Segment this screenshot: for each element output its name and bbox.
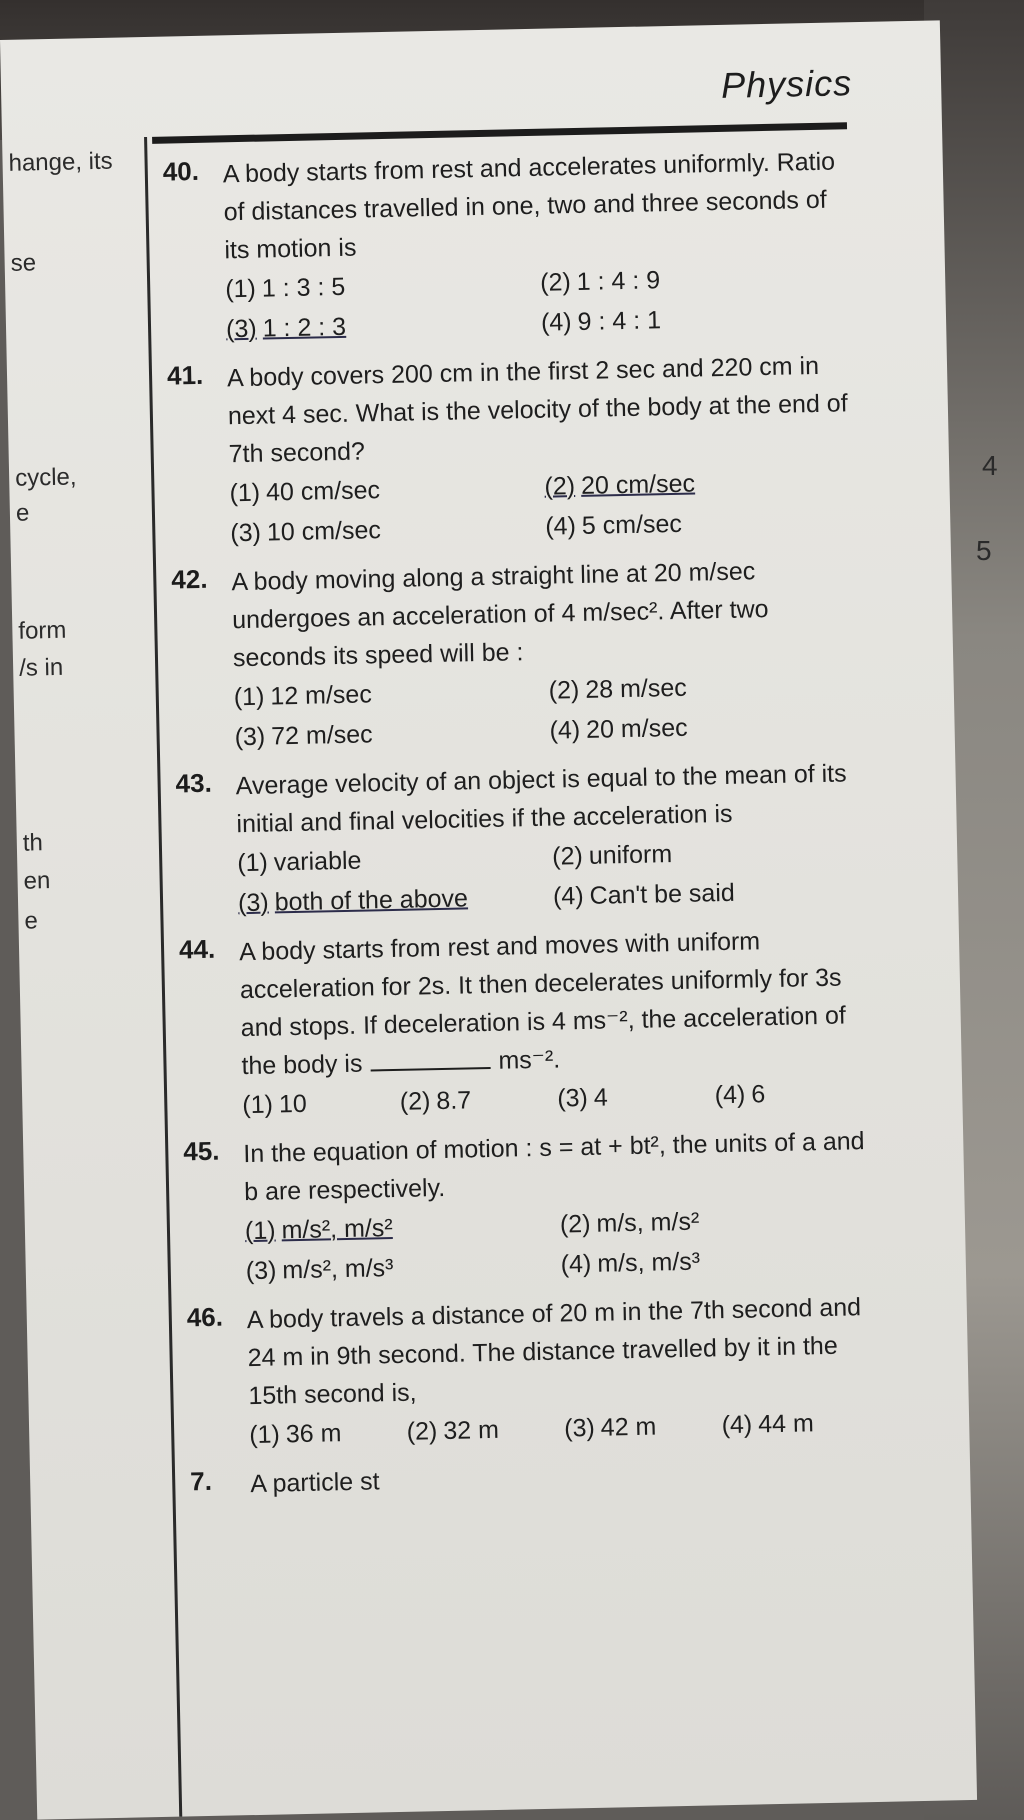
question-number: 43.: [175, 767, 213, 799]
question-text: Average velocity of an object is equal to the mean of its initial and final velocities if the acceleration is: [235, 759, 847, 839]
option: (1) variable: [236, 846, 362, 878]
answer-blank: [370, 1047, 490, 1072]
margin-fragment: se: [10, 249, 37, 277]
option-marked: (3) both of the above: [237, 884, 469, 918]
option: (1) 36 m: [248, 1419, 342, 1450]
option: (3) 10 cm/sec: [230, 516, 382, 548]
margin-fragment: en: [23, 867, 51, 895]
question-number: 46.: [186, 1301, 224, 1333]
question-number: 44.: [178, 933, 216, 965]
question-text: A body starts from rest and moves with uniform acceleration for 2s. It then decelerates uniformly for 3s and stops. If deceleration is 4 ms⁻², the acceleration of the body is: [238, 927, 847, 1081]
option: (4) 44 m: [721, 1409, 815, 1440]
option-marked: (1) m/s², m/s²: [244, 1214, 393, 1246]
title-rule: [152, 122, 847, 144]
question-41: [167, 346, 861, 554]
question-text: A body moving along a straight line at 20 m/sec undergoes an acceleration of 4 m/sec². After two seconds its speed will be :: [231, 557, 769, 673]
option: (4) m/s, m/s³: [560, 1247, 701, 1279]
question-40: [162, 142, 856, 350]
option: (2) 32 m: [406, 1415, 500, 1446]
margin-fragment: e: [15, 499, 30, 527]
question-number: 45.: [183, 1135, 220, 1167]
question-45: [183, 1122, 876, 1292]
question-43: [175, 754, 868, 924]
option: (3) 42 m: [563, 1412, 657, 1443]
option: (1) 1 : 3 : 5: [224, 272, 346, 304]
option: (1) 12 m/sec: [233, 680, 373, 712]
option: (4) Can't be said: [552, 878, 736, 911]
question-46: [186, 1288, 879, 1456]
side-mark: 5: [976, 535, 992, 566]
option: (2) m/s, m/s²: [559, 1207, 700, 1239]
textbook-page: [0, 20, 977, 1819]
question-number: 40.: [162, 155, 200, 187]
option: (4) 5 cm/sec: [545, 509, 683, 541]
option: (2) 28 m/sec: [548, 673, 688, 705]
margin-fragment: cycle,: [14, 463, 77, 492]
option: (4) 6: [714, 1080, 766, 1110]
margin-fragment: form: [18, 616, 67, 645]
option-marked: (3) 1 : 2 : 3: [225, 312, 347, 344]
option: (2) 1 : 4 : 9: [539, 266, 661, 297]
question-text: A body travels a distance of 20 m in the 7th second and 24 m in 9th second. The distance travelled by it in the 15th second is,: [246, 1293, 862, 1411]
option: (1) 10: [242, 1089, 308, 1120]
option: (2) 8.7: [399, 1086, 472, 1116]
option-marked: (2) 20 cm/sec: [544, 469, 696, 501]
question-number: 41.: [166, 359, 204, 391]
option: (1) 40 cm/sec: [229, 476, 381, 508]
question-text: In the equation of motion : s = at + bt², the units of a and b are respectively.: [243, 1127, 865, 1207]
page-title: Physics: [720, 62, 853, 106]
option: (3) m/s², m/s³: [245, 1254, 394, 1286]
question-text: A body covers 200 cm in the first 2 sec and 220 cm in next 4 sec. What is the velocity of the body at the end of 7th second?: [226, 351, 848, 469]
question-42: [171, 550, 865, 758]
question-number: 7.: [189, 1465, 213, 1497]
question-text: A body starts from rest and accelerates uniformly. Ratio of distances travelled in one, two and three seconds of its motion is: [222, 147, 836, 265]
option: (3) 4: [556, 1083, 609, 1113]
question-text: A particle st: [250, 1467, 380, 1499]
option: (4) 9 : 4 : 1: [540, 306, 662, 337]
question-47-partial: [190, 1452, 881, 1504]
option: (3) 72 m/sec: [234, 720, 373, 752]
margin-fragment: th: [22, 829, 44, 857]
margin-fragment: e: [24, 907, 39, 935]
question-44: [179, 920, 873, 1126]
question-list: [162, 142, 880, 1514]
side-mark: 4: [982, 450, 998, 481]
margin-fragment: /s in: [18, 653, 64, 682]
option: (2) uniform: [551, 840, 673, 871]
option: (4) 20 m/sec: [549, 713, 688, 745]
question-unit: ms⁻².: [498, 1045, 561, 1075]
question-number: 42.: [171, 563, 208, 595]
margin-fragment: hange, its: [8, 147, 113, 177]
